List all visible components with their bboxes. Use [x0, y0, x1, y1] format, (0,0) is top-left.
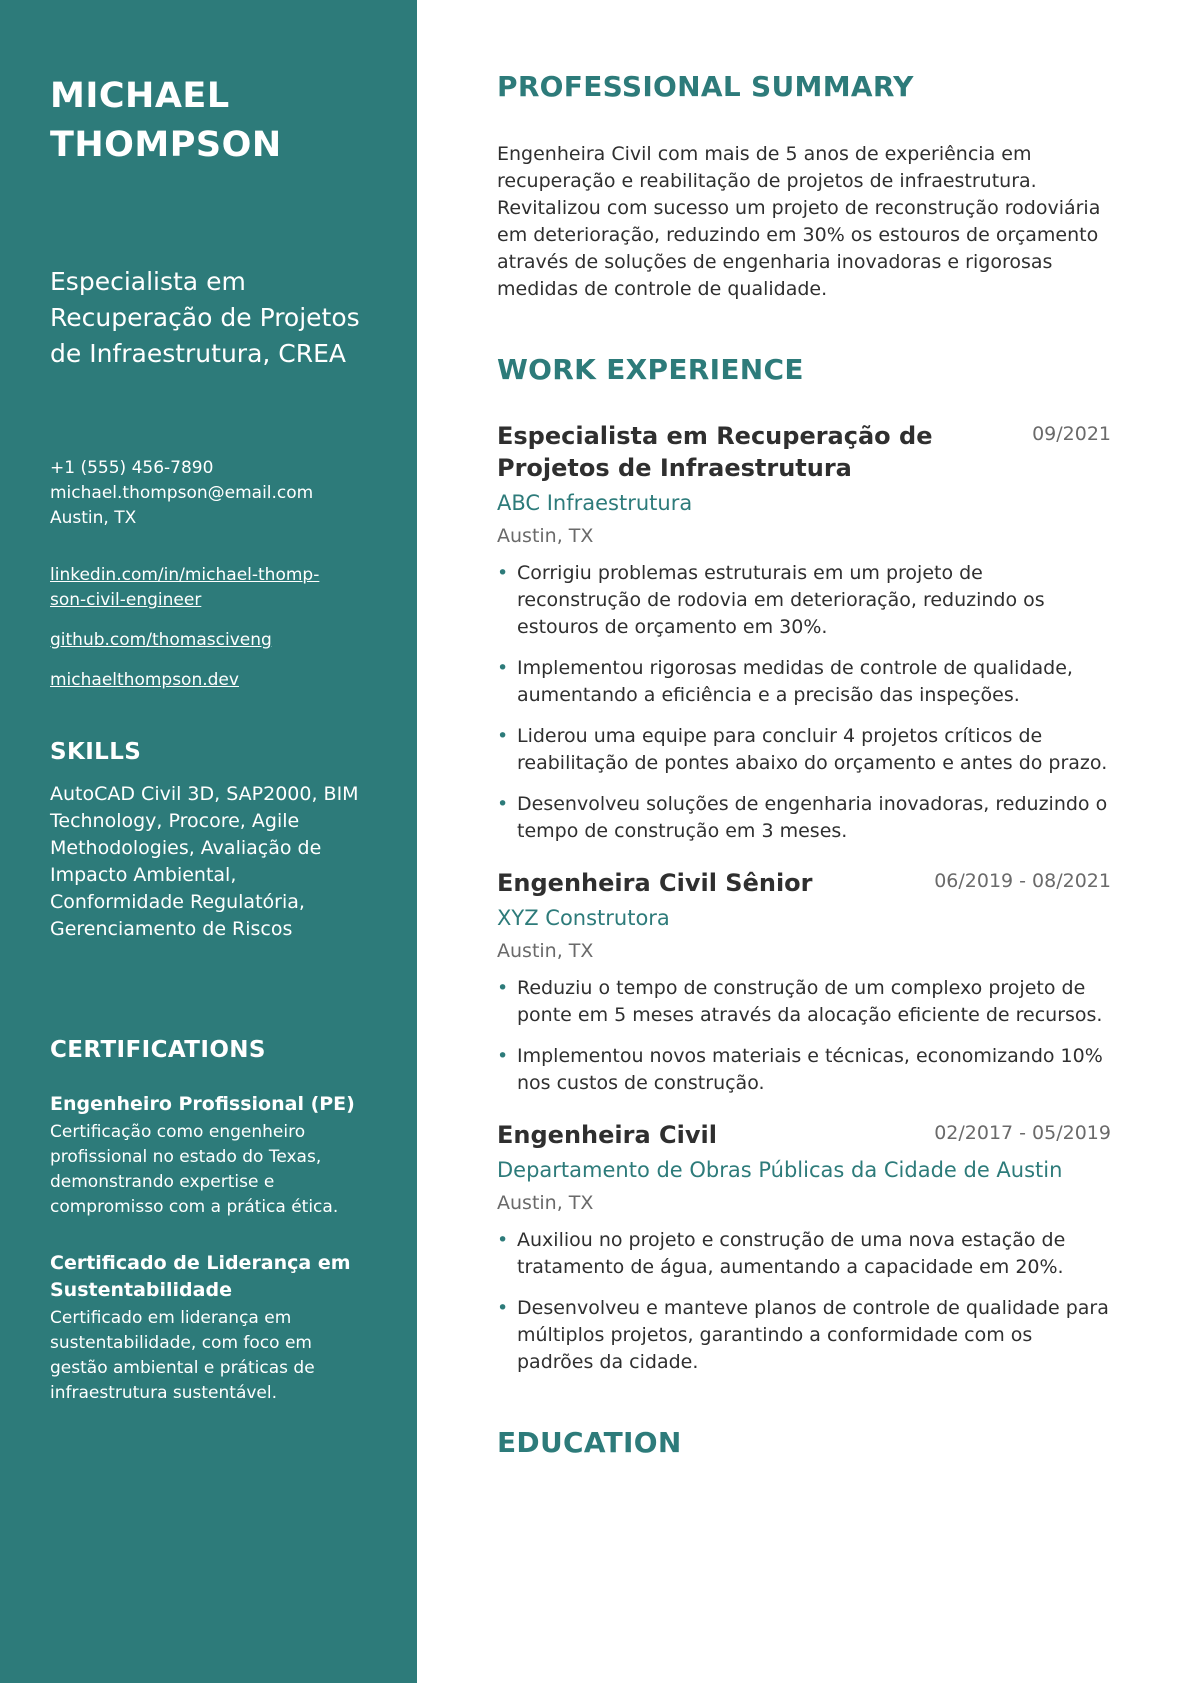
certification-description: Certificado em liderança em sustentabilidade, com foco em gestão ambiental e práticas de infraestrutura sustentável. [50, 1308, 315, 1403]
job-location: Austin, TX [497, 1192, 594, 1214]
bullet-item [497, 975, 1111, 1029]
job-date: 06/2019 - 08/2021 [934, 870, 1111, 892]
bullet-item [497, 560, 1111, 641]
phone: +1 (555) 456-7890 [50, 458, 214, 478]
bullet-dot-icon: • [497, 657, 509, 679]
summary-heading: PROFESSIONAL SUMMARY [497, 70, 914, 103]
linkedin-link-line-2: son-civil-engineer [50, 590, 202, 610]
job-date: 02/2017 - 05/2019 [934, 1122, 1111, 1144]
job-entry [497, 420, 1111, 845]
summary-text: Engenheira Civil com mais de 5 anos de experiência em recuperação e reabilitação de projetos de infraestrutura. Revitalizou com sucesso um projeto de reconstrução rodoviária em deterioração, reduzindo em 30% os estouros de orçamento através de soluções de engenharia inovadoras e rigorosas medidas de controle de qualidade. [497, 143, 1101, 300]
bullet-dot-icon: • [497, 1229, 509, 1251]
bullet-text: Implementou rigorosas medidas de controle de qualidade, aumentando a eficiência e a precisão das inspeções. [517, 657, 1073, 706]
skills-heading: SKILLS [50, 739, 142, 765]
website-link[interactable]: michaelthompson.dev [50, 670, 239, 690]
education-heading: EDUCATION [497, 1426, 682, 1459]
certification-title: Engenheiro Profissional (PE) [50, 1093, 355, 1115]
job-bullets [497, 1227, 1111, 1376]
profile-links [50, 563, 367, 693]
job-company: XYZ Construtora [497, 906, 670, 930]
job-title: Engenheira Civil Sênior [497, 869, 813, 897]
job-title: Engenheira Civil [497, 1121, 717, 1149]
certification-item [50, 1091, 367, 1220]
sidebar [0, 0, 417, 1683]
bullet-text: Auxiliou no projeto e construção de uma nova estação de tratamento de água, aumentando a capacidade em 20%. [517, 1229, 1066, 1278]
bullet-item [497, 791, 1111, 845]
bullet-text: Corrigiu problemas estruturais em um projeto de reconstrução de rodovia em deterioração, reduzindo os estouros de orçamento em 30%. [517, 562, 1045, 638]
name-line-1: MICHAEL [50, 76, 230, 116]
bullet-dot-icon: • [497, 562, 509, 584]
bullet-text: Reduziu o tempo de construção de um complexo projeto de ponte em 5 meses através da alocação eficiente de recursos. [517, 977, 1103, 1026]
bullet-text: Desenvolveu soluções de engenharia inovadoras, reduzindo o tempo de construção em 3 meses. [517, 793, 1108, 842]
linkedin-link[interactable] [50, 563, 367, 613]
linkedin-link-line-1: linkedin.com/in/michael-thomp- [50, 565, 320, 585]
main-content [497, 70, 1111, 1459]
certifications-heading: CERTIFICATIONS [50, 1037, 266, 1063]
job-location: Austin, TX [497, 525, 594, 547]
skills-list: AutoCAD Civil 3D, SAP2000, BIM Technology, Procore, Agile Methodologies, Avaliação de Impacto Ambiental, Conformidade Regulatória, Gerenciamento de Riscos [50, 783, 359, 940]
job-title: Especialista em Recuperação de Projetos de Infraestrutura [497, 422, 933, 482]
job-entry [497, 867, 1111, 1097]
github-link[interactable]: github.com/thomasciveng [50, 630, 272, 650]
certification-title: Certificado de Liderança em Sustentabilidade [50, 1252, 351, 1301]
job-bullets [497, 560, 1111, 845]
job-company: Departamento de Obras Públicas da Cidade de Austin [497, 1158, 1063, 1182]
job-company: ABC Infraestrutura [497, 491, 693, 515]
bullet-item [497, 1043, 1111, 1097]
bullet-text: Desenvolveu e manteve planos de controle de qualidade para múltiplos projetos, garantindo a conformidade com os padrões da cidade. [517, 1297, 1109, 1373]
candidate-name [50, 72, 367, 170]
bullet-item [497, 723, 1111, 777]
bullet-dot-icon: • [497, 725, 509, 747]
email: michael.thompson@email.com [50, 483, 314, 503]
bullet-dot-icon: • [497, 793, 509, 815]
name-line-2: THOMPSON [50, 125, 282, 165]
bullet-item [497, 1227, 1111, 1281]
job-bullets [497, 975, 1111, 1097]
work-experience-heading: WORK EXPERIENCE [497, 353, 804, 386]
bullet-dot-icon: • [497, 1045, 509, 1067]
contact-location: Austin, TX [50, 508, 137, 528]
job-date: 09/2021 [1032, 423, 1111, 445]
job-location: Austin, TX [497, 940, 594, 962]
contact-info [50, 456, 367, 531]
bullet-dot-icon: • [497, 977, 509, 999]
job-entry [497, 1119, 1111, 1376]
bullet-item [497, 655, 1111, 709]
bullet-text: Liderou uma equipe para concluir 4 projetos críticos de reabilitação de pontes abaixo do orçamento e antes do prazo. [517, 725, 1108, 774]
bullet-dot-icon: • [497, 1297, 509, 1319]
job-header [497, 420, 1111, 484]
bullet-item [497, 1295, 1111, 1376]
job-header [497, 1119, 1111, 1151]
certification-item [50, 1250, 367, 1406]
headline: Especialista em Recuperação de Projetos de Infraestrutura, CREA [50, 267, 360, 368]
job-header [497, 867, 1111, 899]
bullet-text: Implementou novos materiais e técnicas, economizando 10% nos custos de construção. [517, 1045, 1103, 1094]
certification-description: Certificação como engenheiro profissional no estado do Texas, demonstrando expertise e compromisso com a prática ética. [50, 1122, 339, 1217]
